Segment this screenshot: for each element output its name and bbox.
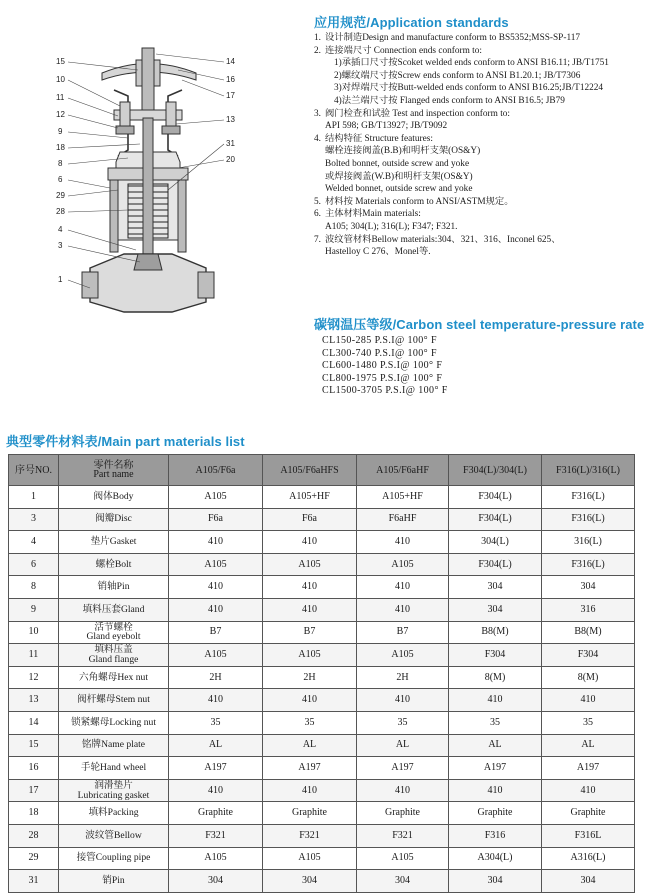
label-left: 12 [56,110,65,119]
standard-item [314,208,666,221]
part-number-cell: 12 [9,666,59,689]
part-number-cell: 10 [9,621,59,644]
label-left: 18 [56,143,65,152]
sub-item: 4)法兰端尺寸按 Flanged ends conform to ANSI B16.5; JB79 [334,95,565,106]
material-cell: F316(L) [542,508,635,531]
material-cell: A105 [169,553,263,576]
item-text: 主体材料Main materials: [325,209,421,220]
part-number-cell: 15 [9,734,59,757]
item-continuation: Welded bonnet, outside screw and yoke [325,184,473,195]
disc [134,254,162,270]
item-text: 阀门检查和试验 Test and inspection conform to: [325,108,511,119]
material-cell: 410 [357,598,449,621]
item-text: 结构特征 Structure features: [325,133,433,144]
material-cell: A105+HF [263,486,357,509]
material-cell: 8(M) [449,666,542,689]
stem-top [142,48,154,118]
part-number-cell: 6 [9,553,59,576]
pressure-rate: CL300-740 P.S.I@ 100° F [322,347,437,359]
material-cell: 410 [357,689,449,712]
standards-list [314,32,666,259]
label-right: 20 [226,155,235,164]
part-name-cell: 锁紧螺母Locking nut [59,711,169,734]
part-name-cell: 铭牌Name plate [59,734,169,757]
label-right: 17 [226,91,235,100]
standard-item [314,196,666,209]
part-number-cell: 28 [9,824,59,847]
material-cell: 410 [542,689,635,712]
valve-section-drawing [28,40,268,340]
material-cell: 304 [449,598,542,621]
standard-item [314,45,666,58]
table-row [9,486,635,509]
material-cell: F304 [542,644,635,667]
part-name-cell: 波纹管Bellow [59,824,169,847]
nut-left [116,126,134,134]
material-cell: AL [542,734,635,757]
body-port-right [198,272,214,298]
material-cell: F304(L) [449,553,542,576]
item-number: 4. [314,133,321,144]
label-left: 11 [56,93,65,102]
material-cell: 410 [263,689,357,712]
part-name-en: Gland flange [88,653,139,665]
sub-item: 1)承插口尺寸按Scoket welded ends conform to ANSI B16.11; JB/T1751 [334,58,609,69]
table-row [9,666,635,689]
material-cell: 304(L) [449,531,542,554]
material-cell: A197 [542,757,635,780]
material-cell: 35 [357,711,449,734]
material-cell: 410 [357,779,449,802]
part-name-cell: 阀瓣Disc [59,508,169,531]
material-cell: 410 [169,598,263,621]
nut-right [162,126,180,134]
material-cell: 410 [263,598,357,621]
part-number-cell: 29 [9,847,59,870]
carbon-steel-title: 碳钢温压等级/Carbon steel temperature-pressure rate [314,317,645,332]
material-cell: F6a [263,508,357,531]
part-number-cell: 13 [9,689,59,712]
table-row [9,689,635,712]
material-cell: 35 [449,711,542,734]
material-cell: F321 [357,824,449,847]
material-cell: 410 [169,779,263,802]
material-cell: B7 [263,621,357,644]
material-cell: B8(M) [542,621,635,644]
table-row [9,644,635,667]
sub-item: 3)对焊端尺寸按Butt-welded ends conform to ANSI B16.25;JB/T12224 [334,83,604,94]
body-port-left [82,272,98,298]
material-cell: A105 [169,644,263,667]
part-number-cell: 4 [9,531,59,554]
part-number-cell: 8 [9,576,59,599]
material-cell: A316(L) [542,847,635,870]
pressure-rate-list [322,335,448,398]
material-cell: 35 [542,711,635,734]
label-right: 14 [226,57,235,66]
label-left: 29 [56,191,65,200]
header-part-name [59,455,169,486]
part-name-cell: 填料压套Gland [59,598,169,621]
part-name-cell: 垫片Gasket [59,531,169,554]
table-row [9,870,635,893]
material-cell: A197 [263,757,357,780]
material-cell: A105 [357,644,449,667]
part-name-cn: 填料压盖 [94,644,133,656]
item-number: 1. [314,33,321,43]
material-cell: 410 [263,779,357,802]
material-cell: F316 [449,824,542,847]
material-cell: AL [169,734,263,757]
item-continuation: 或焊接阀盖(W.B)和明杆支架(OS&Y) [325,171,473,182]
materials-list-title: 典型零件材料表/Main part materials list [6,434,245,449]
item-continuation: 螺栓连接阀盖(B.B)和明杆支架(OS&Y) [325,146,481,157]
part-name-cn: 润滑垫片 [94,780,133,792]
table-row [9,757,635,780]
material-cell: A105 [263,553,357,576]
part-name-cell [59,779,169,802]
item-number: 2. [314,45,321,56]
part-name-cell: 阀体Body [59,486,169,509]
material-cell: A105 [169,847,263,870]
item-number: 3. [314,108,321,119]
part-name-cell: 六角螺母Hex nut [59,666,169,689]
item-continuation: Bolted bonnet, outside screw and yoke [325,158,470,169]
table-row [9,508,635,531]
material-cell: Graphite [357,802,449,825]
material-cell: A105+HF [357,486,449,509]
part-number-cell: 11 [9,644,59,667]
label-right: 16 [226,75,235,84]
part-number-cell: 18 [9,802,59,825]
material-cell: A197 [357,757,449,780]
part-number-cell: 16 [9,757,59,780]
table-row [9,847,635,870]
materials-table [8,454,635,893]
application-standards-title: 应用规范/Application standards [314,15,509,30]
label-left: 8 [58,159,63,168]
material-cell: 35 [169,711,263,734]
sub-item: 2)螺纹端尺寸按Screw ends conform to ANSI B1.20.1; JB/T7306 [334,70,581,81]
material-cell: 304 [542,870,635,893]
table-row [9,553,635,576]
part-name-cn: 活节螺栓 [94,621,133,633]
header-part-name-en: Part name [93,469,134,480]
bolt-right [178,180,186,252]
material-cell: AL [263,734,357,757]
item-text: 设计制造Design and manufacture conform to BS5352;MSS-SP-117 [325,33,581,43]
part-name-cell [59,644,169,667]
table-row [9,824,635,847]
header-part-name-cn: 零件名称 [93,459,134,471]
material-cell: Graphite [263,802,357,825]
part-number-cell: 9 [9,598,59,621]
material-cell: AL [357,734,449,757]
part-number-cell: 17 [9,779,59,802]
item-number: 6. [314,209,321,220]
material-cell: A105 [263,644,357,667]
material-cell: B7 [357,621,449,644]
label-left: 15 [56,57,65,66]
material-cell: 316(L) [542,531,635,554]
material-cell: 316 [542,598,635,621]
part-name-en: Gland eyebolt [86,631,141,643]
item-text: 材料按 Materials conform to ANSI/ASTM规定。 [325,196,514,207]
material-cell: 410 [169,531,263,554]
material-cell: 304 [169,870,263,893]
material-cell: 304 [449,576,542,599]
label-left: 28 [56,207,65,216]
material-cell: Graphite [449,802,542,825]
material-cell: 410 [449,779,542,802]
material-cell: 410 [263,531,357,554]
item-continuation: A105; 304(L); 316(L); F347; F321. [325,221,458,232]
item-number: 7. [314,234,321,245]
material-cell: F6aHF [357,508,449,531]
header-material: F304(L)/304(L) [449,455,542,486]
material-cell: 410 [263,576,357,599]
material-cell: 35 [263,711,357,734]
material-cell: 304 [542,576,635,599]
table-row [9,598,635,621]
material-cell: A105 [357,847,449,870]
material-cell: B8(M) [449,621,542,644]
table-row [9,779,635,802]
part-number-cell: 3 [9,508,59,531]
label-left: 6 [58,175,63,184]
pressure-rate: CL600-1480 P.S.I@ 100° F [322,360,443,372]
material-cell: 410 [449,689,542,712]
label-left: 4 [58,225,63,234]
item-continuation: API 598; GB/T13927; JB/T9092 [325,121,448,132]
standard-item [314,133,666,146]
material-cell: A105 [169,486,263,509]
part-number-cell: 31 [9,870,59,893]
part-name-cell [59,621,169,644]
header-material: F316(L)/316(L) [542,455,635,486]
material-cell: F316(L) [542,553,635,576]
standard-item [314,234,666,247]
pressure-rate: CL1500-3705 P.S.I@ 100° F [322,385,448,397]
part-name-cell: 阀杆螺母Stem nut [59,689,169,712]
item-text: 波纹管材料Bellow materials:304、321、316、Inconel 625、 [325,234,561,245]
material-cell: Graphite [169,802,263,825]
label-right: 31 [226,139,235,148]
pressure-rate: CL800-1975 P.S.I@ 100° F [322,372,443,384]
part-name-cell: 接管Coupling pipe [59,847,169,870]
pressure-rate: CL150-285 P.S.I@ 100° F [322,335,437,346]
part-name-cell: 螺栓Bolt [59,553,169,576]
stem [143,118,153,268]
material-cell: A304(L) [449,847,542,870]
table-row [9,802,635,825]
material-cell: F321 [169,824,263,847]
material-cell: 304 [263,870,357,893]
part-name-cell: 手轮Hand wheel [59,757,169,780]
material-cell: 304 [357,870,449,893]
table-header-row [9,455,635,486]
header-material: A105/F6aHFS [263,455,357,486]
material-cell: 410 [357,576,449,599]
material-cell: A197 [169,757,263,780]
material-cell: A105 [357,553,449,576]
part-name-cell: 销Pin [59,870,169,893]
part-name-cell: 填料Packing [59,802,169,825]
label-right: 13 [226,115,235,124]
material-cell: AL [449,734,542,757]
material-cell: 410 [169,576,263,599]
material-cell: F304(L) [449,508,542,531]
material-cell: 2H [263,666,357,689]
material-cell: 2H [169,666,263,689]
material-cell: F6a [169,508,263,531]
item-number: 5. [314,196,321,207]
item-continuation: Hastelloy C 276、Monel等. [325,247,431,258]
header-material: A105/F6aHF [357,455,449,486]
part-name-en: Lubricating gasket [77,789,150,801]
part-number-cell: 14 [9,711,59,734]
material-cell: B7 [169,621,263,644]
material-cell: 2H [357,666,449,689]
material-cell: Graphite [542,802,635,825]
item-text: 连接端尺寸 Connection ends conform to: [325,45,482,56]
part-name-cell: 销轴Pin [59,576,169,599]
table-row [9,531,635,554]
standard-item [314,32,666,45]
material-cell: 8(M) [542,666,635,689]
material-cell: 410 [542,779,635,802]
label-left: 3 [58,241,63,250]
material-cell: F316L [542,824,635,847]
material-cell: F304 [449,644,542,667]
material-cell: 304 [449,870,542,893]
material-cell: 410 [169,689,263,712]
material-cell: A105 [263,847,357,870]
table-row [9,621,635,644]
header-material: A105/F6a [169,455,263,486]
material-cell: F304(L) [449,486,542,509]
label-left: 10 [56,75,65,84]
header-no: 序号NO. [9,455,59,486]
material-cell: A197 [449,757,542,780]
material-cell: 410 [357,531,449,554]
part-number-cell: 1 [9,486,59,509]
table-row [9,576,635,599]
material-cell: F321 [263,824,357,847]
standard-item [314,108,666,121]
table-row [9,734,635,757]
label-left: 9 [58,127,63,136]
table-row [9,711,635,734]
material-cell: F316(L) [542,486,635,509]
label-left: 1 [58,275,63,284]
